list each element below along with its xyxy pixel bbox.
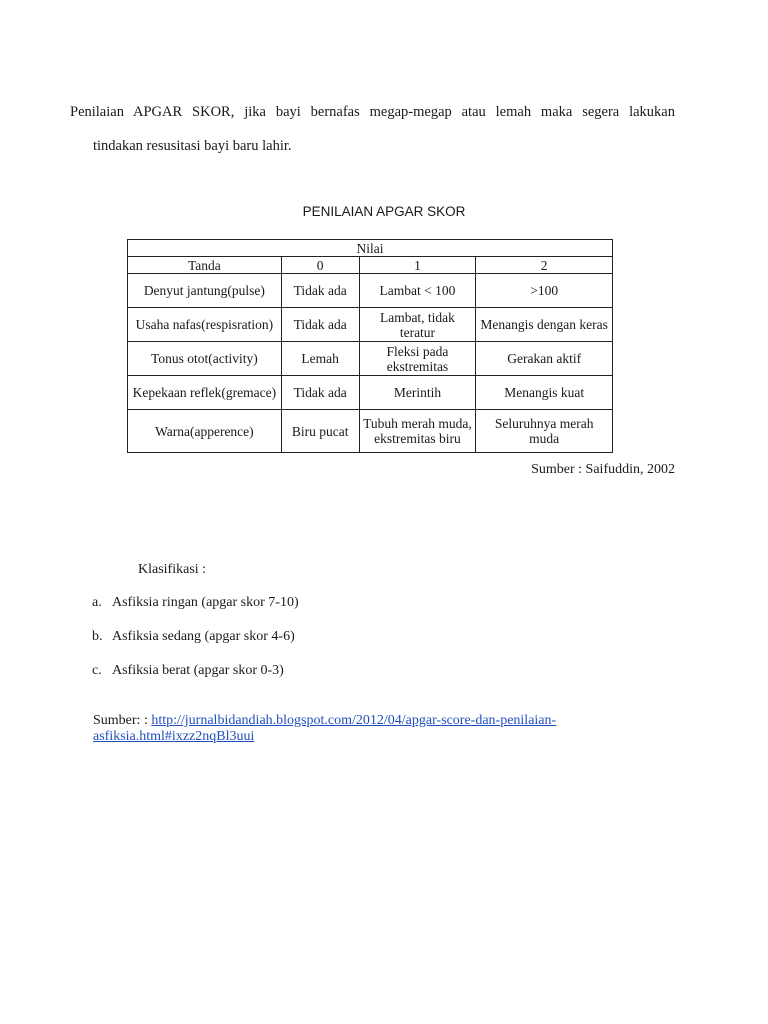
table-row: [128, 308, 613, 342]
source-line: [93, 713, 633, 745]
table-cell: Lambat < 100: [359, 274, 476, 308]
table-cell: Tonus otot(activity): [128, 342, 282, 376]
list-item: [92, 629, 299, 663]
list-marker: a.: [92, 595, 102, 610]
list-item-text: Asfiksia ringan (apgar skor 7-10): [112, 595, 299, 610]
apgar-table: [127, 239, 613, 453]
intro-line-2: tindakan resusitasi bayi baru lahir.: [93, 138, 292, 154]
list-item-text: Asfiksia berat (apgar skor 0-3): [112, 663, 284, 678]
source-link[interactable]: http://jurnalbidandiah.blogspot.com/2012/04/apgar-score-dan-penilaian-asfiksia.html#ixzz2nqBl3uui: [93, 713, 557, 744]
table-cell: Menangis kuat: [476, 376, 613, 410]
header-cell: 2: [476, 257, 613, 274]
table-cell: Lambat, tidak teratur: [359, 308, 476, 342]
table-cell: Lemah: [281, 342, 359, 376]
classification-list: [92, 595, 299, 697]
table-cell: Tubuh merah muda, ekstremitas biru: [359, 410, 476, 453]
table-cell: Seluruhnya merah muda: [476, 410, 613, 453]
table-cell: Warna(apperence): [128, 410, 282, 453]
list-item: [92, 663, 299, 697]
list-item: [92, 595, 299, 629]
table-cell: Tidak ada: [281, 274, 359, 308]
table-title: PENILAIAN APGAR SKOR: [302, 204, 466, 219]
header-cell: 0: [281, 257, 359, 274]
group-header-cell: Nilai: [128, 240, 613, 257]
table-row: [128, 342, 613, 376]
source-label: Sumber: :: [93, 713, 152, 728]
table-cell: Gerakan aktif: [476, 342, 613, 376]
header-cell: Tanda: [128, 257, 282, 274]
table-cell: >100: [476, 274, 613, 308]
table-header-row: [128, 257, 613, 274]
table-row: [128, 274, 613, 308]
table-row: [128, 240, 613, 257]
classification-heading: Klasifikasi :: [138, 562, 207, 577]
table-row: [128, 410, 613, 453]
table-cell: Denyut jantung(pulse): [128, 274, 282, 308]
list-marker: c.: [92, 663, 102, 678]
table-cell: Tidak ada: [281, 308, 359, 342]
list-item-text: Asfiksia sedang (apgar skor 4-6): [112, 629, 295, 644]
table-source-note: Sumber : Saifuddin, 2002: [531, 462, 675, 477]
header-cell: 1: [359, 257, 476, 274]
table-row: [128, 376, 613, 410]
table-cell: Fleksi pada ekstremitas: [359, 342, 476, 376]
table-cell: Merintih: [359, 376, 476, 410]
table-cell: Usaha nafas(respisration): [128, 308, 282, 342]
intro-line-1: Penilaian APGAR SKOR, jika bayi bernafas megap-megap atau lemah maka segera lakukan: [70, 104, 675, 120]
list-marker: b.: [92, 629, 103, 644]
table-cell: Biru pucat: [281, 410, 359, 453]
table-cell: Tidak ada: [281, 376, 359, 410]
table-cell: Menangis dengan keras: [476, 308, 613, 342]
intro-paragraph: [70, 103, 675, 154]
table-cell: Kepekaan reflek(gremace): [128, 376, 282, 410]
